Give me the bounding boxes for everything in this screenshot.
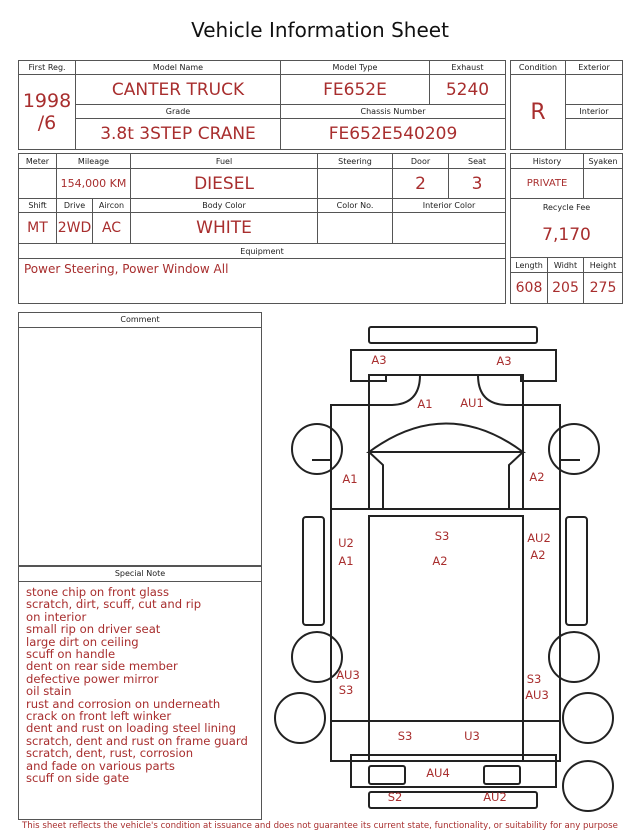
mileage-label: Mileage (57, 154, 131, 169)
wheel-mid-left (292, 632, 342, 682)
interior-label: Interior (566, 105, 623, 119)
special-note-item: small rip on driver seat (26, 622, 161, 637)
right-cab-inner (509, 452, 523, 509)
damage-label: AU3 (336, 668, 360, 682)
left-door (331, 405, 369, 509)
left-side-rail (303, 517, 324, 625)
body-color-label: Body Color (131, 199, 318, 213)
drive-label: Drive (57, 199, 93, 213)
model-type-value: FE652E (281, 75, 430, 105)
disclaimer-footer: This sheet reflects the vehicle's condition at issuance and does not guarantee its current state, functionality, or suitability for any purpose (22, 821, 618, 831)
interior-color-value (393, 213, 506, 244)
meter-label: Meter (19, 154, 57, 169)
special-note-item: scratch, dent and rust on frame guard (26, 733, 248, 748)
history-table (510, 153, 623, 304)
special-note-item: scuff on handle (26, 647, 116, 662)
recycle-fee-label: Recycle Fee (542, 203, 591, 212)
aircon-value: AC (93, 213, 131, 244)
interior-value (566, 119, 623, 150)
steering-value (318, 169, 393, 199)
damage-label: S2 (387, 790, 403, 804)
vehicle-damage-diagram (265, 320, 640, 820)
special-note-item: crack on front left winker (26, 709, 172, 724)
damage-label: U2 (338, 536, 354, 550)
meter-value (19, 169, 57, 199)
cargo-inner (369, 516, 523, 761)
exterior-label: Exterior (566, 61, 623, 75)
damage-label: A1 (417, 397, 433, 411)
damage-label: AU3 (525, 688, 549, 702)
special-note-item: defective power mirror (26, 671, 159, 686)
first-reg-year: 1998 (22, 90, 72, 112)
vehicle-main-table (18, 60, 506, 150)
front-bumper (369, 327, 537, 343)
cab-outline (369, 375, 523, 509)
condition-label: Condition (511, 61, 566, 75)
equipment-label: Equipment (19, 244, 506, 259)
height-value: 275 (584, 273, 623, 304)
color-no-label: Color No. (318, 199, 393, 213)
shift-label: Shift (19, 199, 57, 213)
damage-label: A1 (338, 554, 354, 568)
special-note-item: scratch, dirt, scuff, cut and rip (26, 597, 202, 612)
exhaust-value: 5240 (430, 75, 506, 105)
special-note-item: scuff on side gate (26, 771, 130, 786)
recycle-fee-value: 7,170 (542, 225, 591, 245)
model-name-value: CANTER TRUCK (76, 75, 281, 105)
grade-label: Grade (76, 105, 281, 119)
door-value: 2 (393, 169, 449, 199)
recycle-fee-cell (511, 199, 623, 258)
rear-bumper-right (484, 766, 520, 784)
syaken-label: Syaken (584, 154, 623, 169)
damage-label: AU2 (527, 531, 551, 545)
damage-label: A3 (496, 354, 512, 368)
length-label: Length (511, 258, 548, 273)
wheel-front-left (292, 424, 342, 474)
length-value: 608 (511, 273, 548, 304)
exhaust-label: Exhaust (430, 61, 506, 75)
damage-label: S3 (397, 729, 413, 743)
special-note-item: dent and rust on loading steel lining (26, 721, 236, 736)
syaken-value (584, 169, 623, 199)
damage-label: S3 (434, 529, 450, 543)
damage-label: AU2 (483, 790, 507, 804)
damage-label: A2 (432, 554, 448, 568)
left-cab-inner (369, 452, 383, 509)
fuel-label: Fuel (131, 154, 318, 169)
wheel-front-right (549, 424, 599, 474)
special-note-box (18, 566, 262, 820)
right-side-rail (566, 517, 587, 625)
special-note-item: and fade on various parts (26, 758, 175, 773)
width-value: 205 (548, 273, 584, 304)
damage-label: A2 (529, 470, 545, 484)
special-note-item: oil stain (26, 684, 72, 699)
right-door (523, 405, 560, 509)
hood-left-curve (369, 375, 420, 405)
special-note-item: scratch, dent, rust, corrosion (26, 746, 194, 761)
door-label: Door (393, 154, 449, 169)
page-title: Vehicle Information Sheet (191, 18, 449, 42)
rear-bumper-left (369, 766, 405, 784)
drive-value: 2WD (57, 213, 93, 244)
interior-color-label: Interior Color (393, 199, 506, 213)
model-name-label: Model Name (76, 61, 281, 75)
height-label: Height (584, 258, 623, 273)
first-reg-month: /6 (37, 112, 57, 134)
damage-label: S3 (526, 672, 542, 686)
windshield (369, 424, 523, 453)
shift-value: MT (19, 213, 57, 244)
special-note-item: rust and corrosion on underneath (26, 696, 221, 711)
model-type-label: Model Type (281, 61, 430, 75)
first-reg-label: First Reg. (19, 61, 76, 75)
special-note-item: on interior (26, 609, 87, 624)
chassis-value: FE652E540209 (281, 119, 506, 150)
body-color-value: WHITE (131, 213, 318, 244)
wheel-rear-left (275, 693, 325, 743)
wheel-mid-right (549, 632, 599, 682)
history-label: History (511, 154, 584, 169)
history-value: PRIVATE (511, 169, 584, 199)
condition-value: R (511, 75, 566, 150)
fuel-value: DIESEL (131, 169, 318, 199)
spare-wheel (563, 761, 613, 811)
aircon-label: Aircon (93, 199, 131, 213)
special-note-item: large dirt on ceiling (26, 634, 139, 649)
vehicle-spec-table (18, 153, 506, 304)
chassis-label: Chassis Number (281, 105, 506, 119)
special-note-item: dent on rear side member (26, 659, 178, 674)
condition-table (510, 60, 623, 150)
first-reg-cell (19, 75, 76, 150)
comment-box (18, 312, 262, 566)
width-label: Widht (548, 258, 584, 273)
rear-bumper (351, 755, 556, 787)
damage-label: AU1 (460, 396, 484, 410)
damage-label: A3 (371, 353, 387, 367)
damage-label: AU4 (426, 766, 450, 780)
color-no-value (318, 213, 393, 244)
special-note-label: Special Note (19, 567, 261, 582)
exterior-value (566, 75, 623, 105)
damage-label: A2 (530, 548, 546, 562)
seat-label: Seat (449, 154, 506, 169)
mileage-value: 154,000 KM (57, 169, 131, 199)
wheel-rear-right (563, 693, 613, 743)
steering-label: Steering (318, 154, 393, 169)
hood-right-curve (478, 375, 523, 405)
equipment-value: Power Steering, Power Window All (19, 259, 506, 304)
damage-label: S3 (338, 683, 354, 697)
seat-value: 3 (449, 169, 506, 199)
special-note-item: stone chip on front glass (26, 585, 169, 599)
damage-label: A1 (342, 472, 358, 486)
damage-label: U3 (464, 729, 480, 743)
special-note-list (19, 582, 261, 789)
comment-label: Comment (19, 313, 261, 328)
grade-value: 3.8t 3STEP CRANE (76, 119, 281, 150)
